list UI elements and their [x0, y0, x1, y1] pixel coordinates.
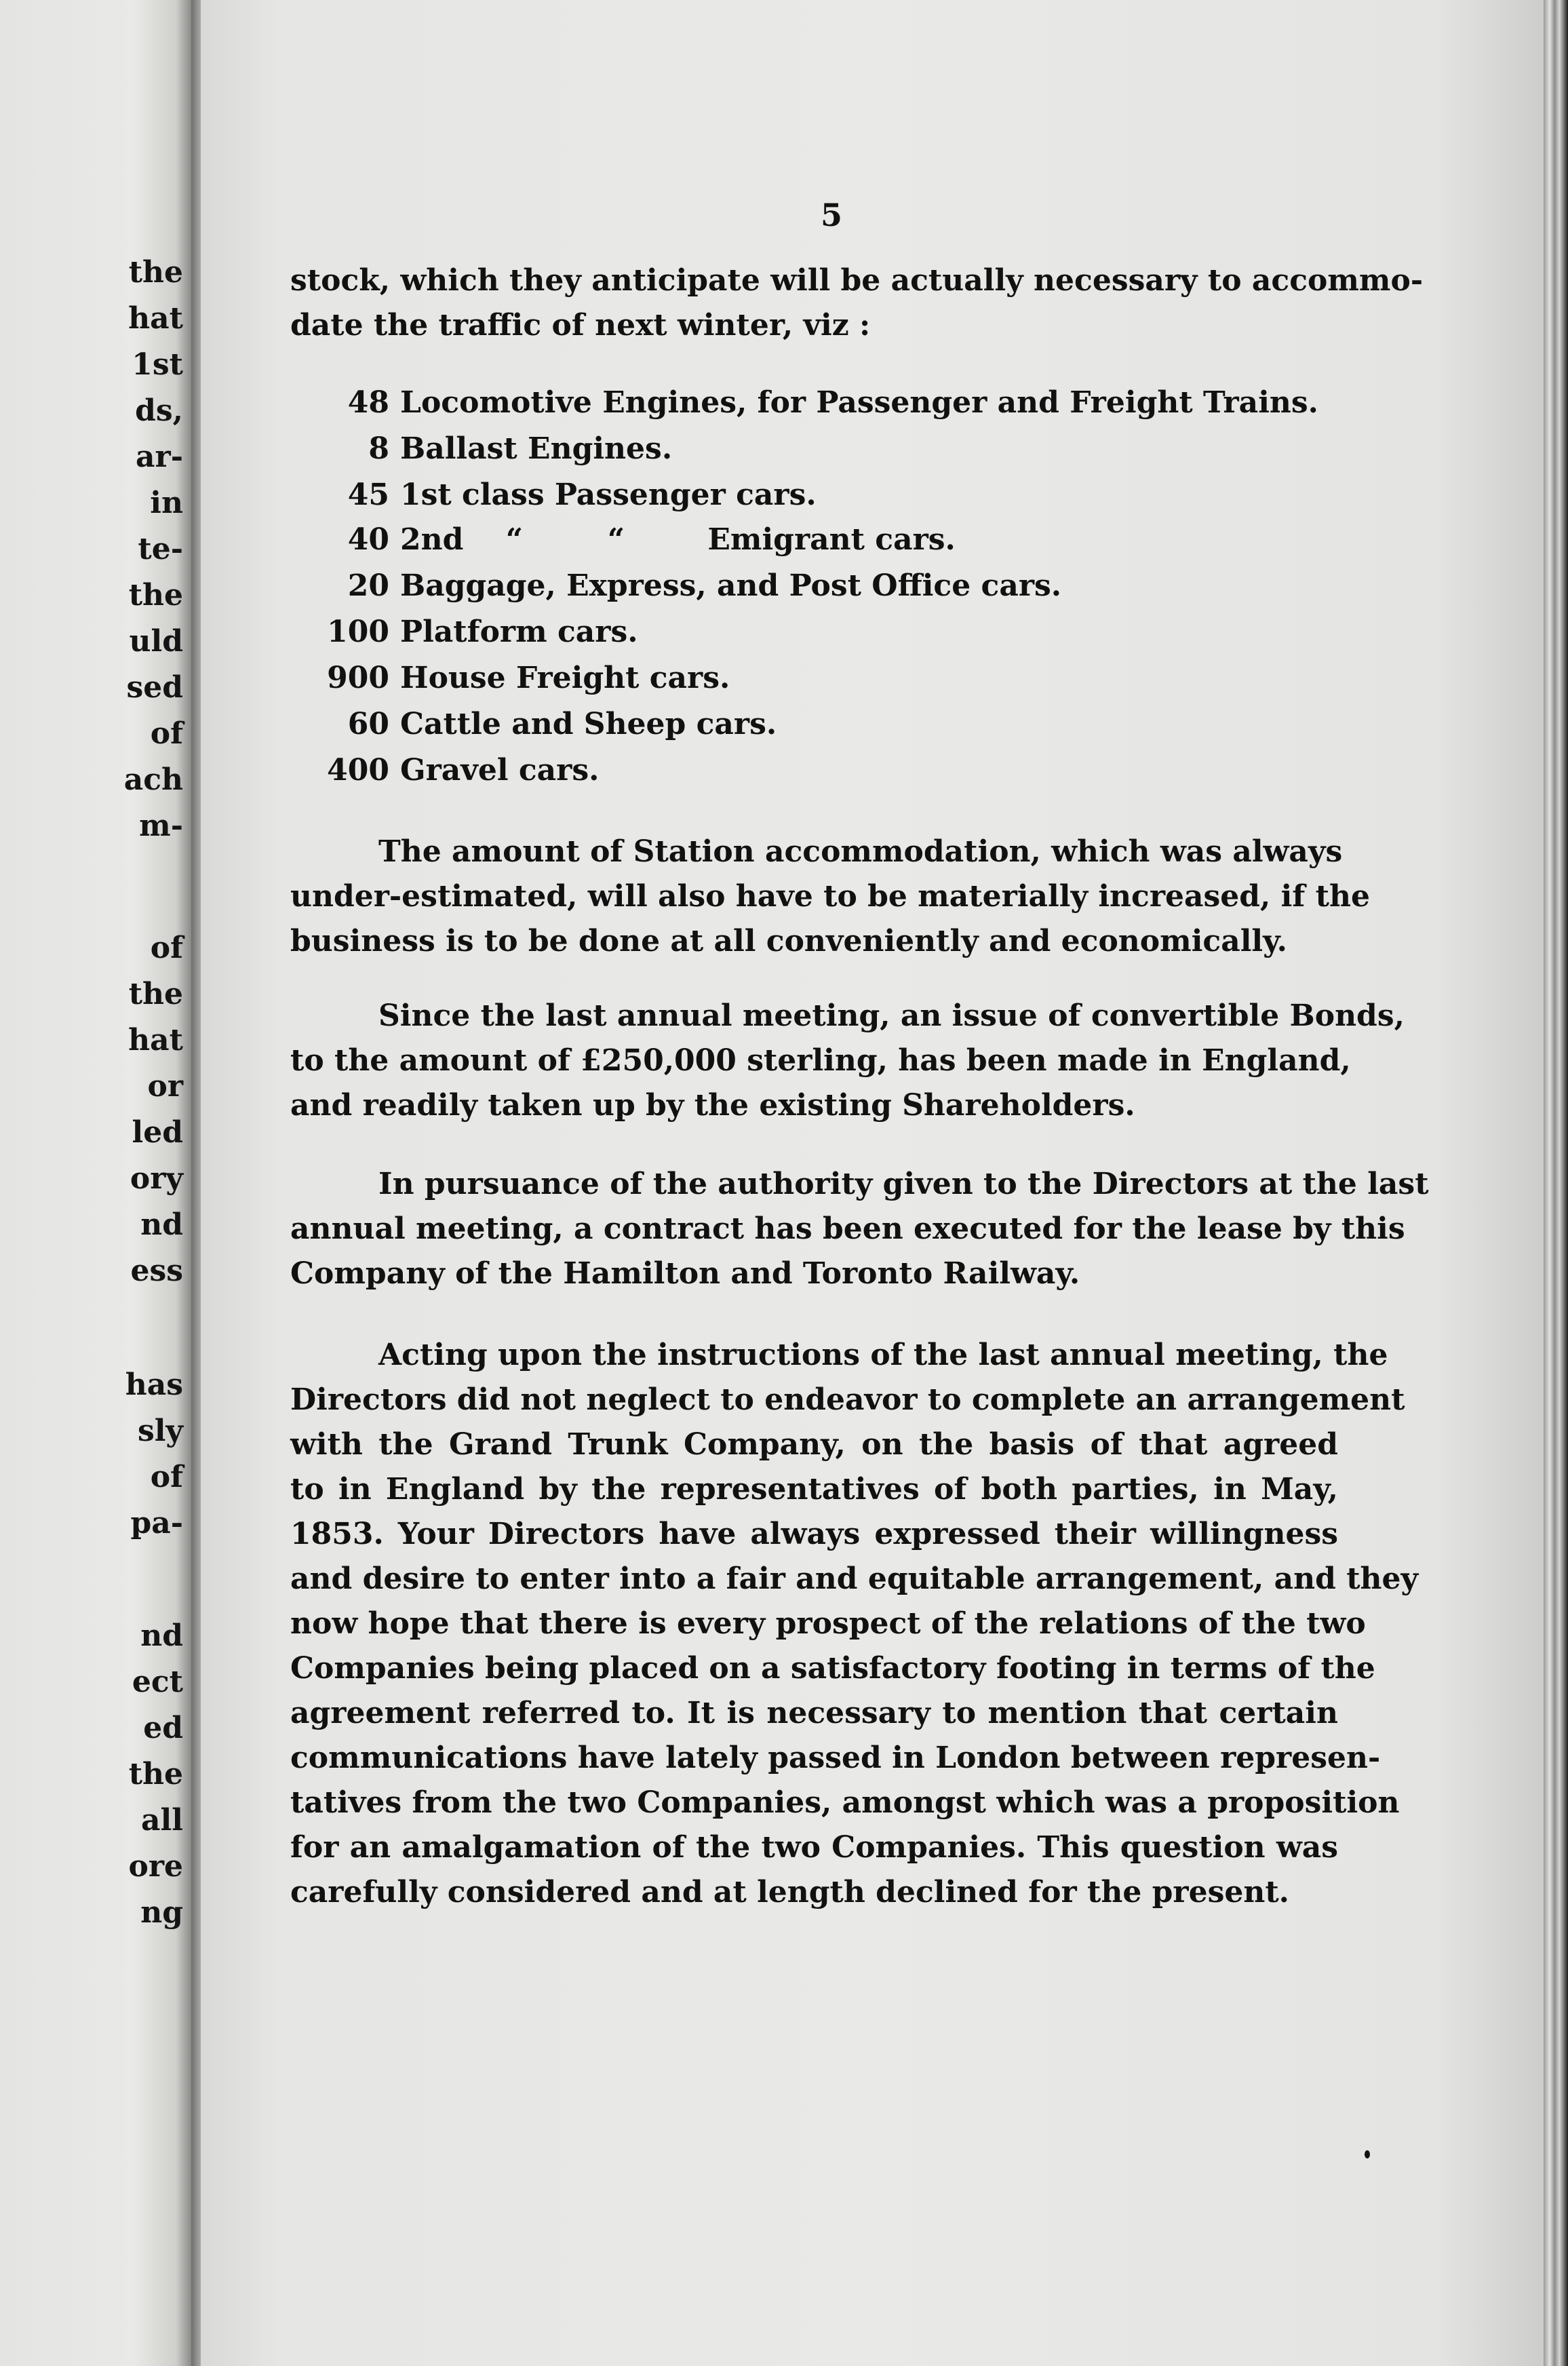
item-description: Gravel cars. — [400, 753, 600, 788]
text-line: under-estimated, will also have to be materially increased, if the — [290, 879, 1370, 914]
item-quantity: 20 — [347, 568, 389, 603]
left-fragment: of — [150, 931, 183, 965]
list-item — [290, 707, 1348, 741]
item-quantity: 48 — [347, 385, 389, 420]
left-fragment: nd — [140, 1618, 183, 1653]
left-fragment: m- — [139, 809, 183, 843]
text-line: Acting upon the instructions of the last annual meeting, the — [378, 1338, 1388, 1372]
list-item — [290, 480, 1348, 510]
item-description: House Freight cars. — [400, 661, 730, 695]
text-line: Companies being placed on a satisfactory footing in terms of the — [290, 1651, 1375, 1686]
list-item — [290, 753, 1348, 788]
left-fragment: 1st — [132, 347, 183, 382]
list-item — [290, 522, 1348, 557]
text-line: Directors did not neglect to endeavor to complete an arrangement — [290, 1382, 1405, 1417]
left-fragment: ess — [130, 1254, 183, 1288]
text-line: for an amalgamation of the two Companies. This question was — [290, 1830, 1338, 1865]
left-fragment: the — [128, 1757, 183, 1791]
text-line: business is to be done at all conveniently and economically. — [290, 924, 1287, 958]
left-fragment: sed — [126, 670, 183, 705]
left-fragment: the — [128, 578, 183, 613]
list-item — [290, 617, 1348, 647]
list-item — [290, 568, 1348, 603]
left-fragment: hat — [128, 301, 183, 336]
left-fragment: of — [150, 1460, 183, 1494]
item-description: Platform cars. — [400, 615, 638, 649]
text-line: date the traffic of next winter, viz : — [290, 308, 871, 343]
item-description: Baggage, Express, and Post Office cars. — [400, 568, 1062, 603]
text-line: communications have lately passed in London between represen- — [290, 1741, 1381, 1775]
left-fragment: in — [150, 486, 183, 520]
text-line: tatives from the two Companies, amongst which was a proposition — [290, 1785, 1400, 1820]
left-fragment: ore — [128, 1849, 183, 1884]
left-facing-page — [0, 0, 191, 2366]
item-description: Locomotive Engines, for Passenger and Freight Trains. — [400, 385, 1318, 420]
text-line: Company of the Hamilton and Toronto Railway. — [290, 1256, 1080, 1291]
text-line: In pursuance of the authority given to the Directors at the last — [378, 1167, 1429, 1201]
left-fragment: ed — [143, 1711, 183, 1745]
list-item — [290, 663, 1348, 693]
item-quantity: 45 — [347, 478, 389, 512]
text-line: with the Grand Trunk Company, on the basis of that agreed — [290, 1427, 1338, 1462]
item-description: Ballast Engines. — [400, 431, 673, 466]
item-quantity: 60 — [347, 707, 389, 741]
text-line: agreement referred to. It is necessary to mention that certain — [290, 1696, 1338, 1730]
left-fragment: led — [132, 1115, 183, 1150]
left-fragment: sly — [137, 1414, 183, 1448]
text-line: annual meeting, a contract has been executed for the lease by this — [290, 1211, 1405, 1246]
item-quantity: 900 — [327, 661, 389, 695]
left-fragment: ach — [123, 762, 183, 797]
ditto-mark: “ — [505, 522, 524, 557]
item-quantity: 40 — [347, 522, 389, 557]
ditto-mark: “ — [607, 522, 625, 557]
item-description: Cattle and Sheep cars. — [400, 707, 777, 741]
text-line: and desire to enter into a fair and equitable arrangement, and they — [290, 1562, 1419, 1596]
left-fragment: ar- — [136, 440, 183, 474]
left-fragment: ds, — [135, 393, 183, 428]
item-quantity: 400 — [327, 753, 389, 788]
item-description: 2nd — [400, 522, 464, 557]
page-number: 5 — [821, 197, 843, 233]
left-fragment: or — [147, 1069, 183, 1104]
left-fragment: hat — [128, 1023, 183, 1058]
text-line: Since the last annual meeting, an issue of convertible Bonds, — [378, 998, 1405, 1033]
text-line: stock, which they anticipate will be actually necessary to accommo- — [290, 263, 1424, 298]
ink-speck — [1365, 2150, 1370, 2158]
text-line: and readily taken up by the existing Shareholders. — [290, 1088, 1135, 1123]
item-description: 1st class Passenger cars. — [400, 478, 817, 512]
left-fragment: te- — [138, 532, 183, 566]
item-description: Emigrant cars. — [707, 522, 956, 557]
left-fragment: nd — [140, 1207, 183, 1242]
text-line: 1853. Your Directors have always expressed their willingness — [290, 1517, 1338, 1551]
text-line: to in England by the representatives of both parties, in May, — [290, 1472, 1338, 1507]
list-item — [290, 431, 1348, 466]
text-line: now hope that there is every prospect of the relations of the two — [290, 1606, 1366, 1641]
left-fragment: pa- — [130, 1506, 183, 1540]
left-fragment: ory — [130, 1161, 183, 1196]
item-quantity: 8 — [368, 431, 389, 466]
left-fragment: ect — [132, 1665, 183, 1699]
page-edge — [1544, 0, 1568, 2366]
item-quantity: 100 — [327, 615, 389, 649]
left-fragment: has — [125, 1368, 183, 1402]
left-fragment: the — [128, 977, 183, 1011]
list-item — [290, 385, 1348, 420]
left-fragment: all — [141, 1803, 183, 1838]
left-fragment: of — [150, 716, 183, 751]
book-gutter — [191, 0, 201, 2366]
text-line: The amount of Station accommodation, which was always — [378, 834, 1343, 869]
left-fragment: uld — [129, 624, 183, 659]
left-fragment: the — [128, 255, 183, 290]
left-fragment: ng — [140, 1895, 183, 1930]
text-line: to the amount of £250,000 sterling, has been made in England, — [290, 1043, 1351, 1078]
text-line: carefully considered and at length declined for the present. — [290, 1875, 1289, 1909]
